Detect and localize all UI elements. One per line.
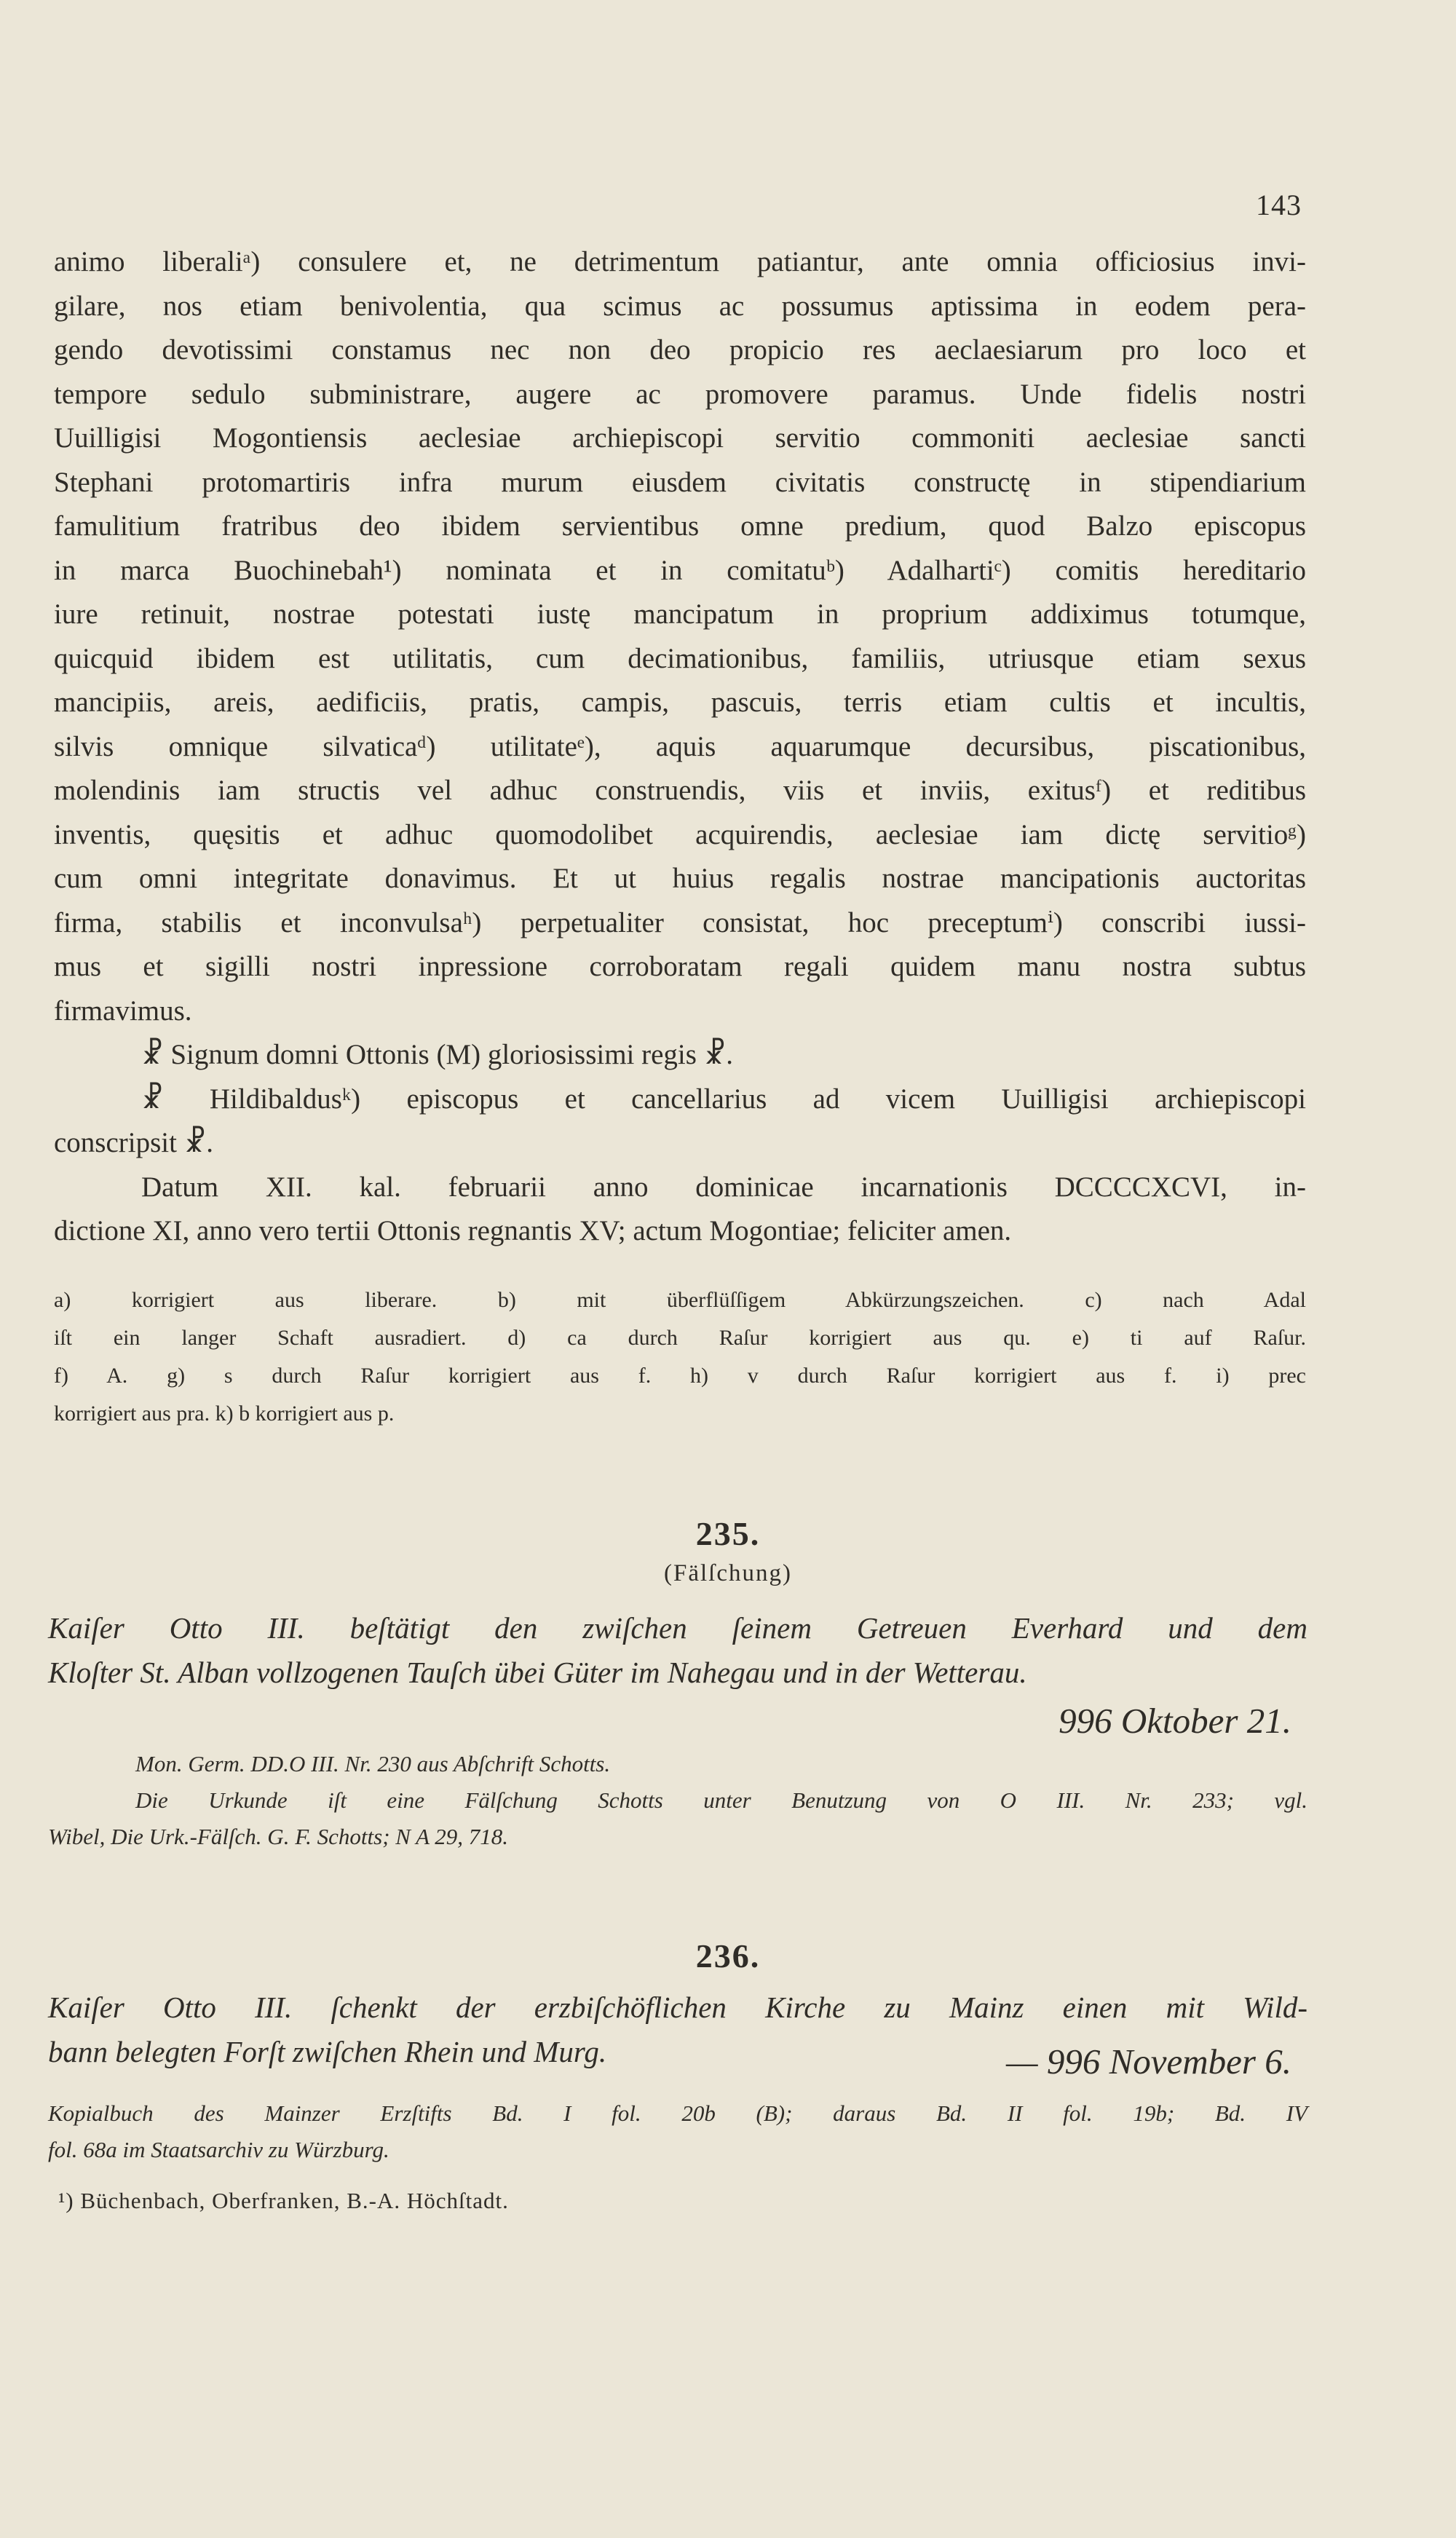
source-line: Wibel, Die Urk.-Fälſch. G. F. Schotts; N A 29, 718. (48, 1824, 509, 1849)
regest-line: Kaiſer Otto III. beſtätigt den zwiſchen ſeinem Getreuen Everhard und dem (48, 1611, 1307, 1645)
source-note-236 (48, 2095, 1307, 2168)
footnote-1: ¹) Büchenbach, Oberfranken, B.-A. Höchſtadt. (58, 2188, 509, 2213)
source-note-235 (48, 1746, 1307, 1855)
recognition-line: conscripsit ☧. (54, 1127, 214, 1158)
source-line: Kopialbuch des Mainzer Erzſtifts Bd. I fol. 20b (B); daraus Bd. II fol. 19b; Bd. IV (48, 2100, 1307, 2126)
document-number-235: 235. (695, 1515, 761, 1552)
source-line: Die Urkunde iſt eine Fälſchung Schotts unter Benutzung von O III. Nr. 233; vgl. (135, 1787, 1307, 1813)
charter-line: cum omni integritate donavimus. Et ut huius regalis nostrae mancipationis auctoritas (54, 863, 1306, 894)
regest-line: bann belegten Forſt zwiſchen Rhein und Murg. (48, 2035, 607, 2068)
charter-text (54, 240, 1306, 1254)
charter-line: in marca Buochinebah¹) nominata et in comitatuᵇ) Adalhartiᶜ) comitis hereditario (54, 554, 1306, 586)
charter-line: mancipiis, areis, aedificiis, pratis, campis, pascuis, terris etiam cultis et incultis, (54, 687, 1306, 718)
document-number-236: 236. (695, 1937, 761, 1974)
charter-line: quicquid ibidem est utilitatis, cum decimationibus, familiis, utriusque etiam sexus (54, 642, 1306, 674)
charter-line: firmavimus. (54, 995, 192, 1027)
recognition-line: ☧ Hildibaldusᵏ) episcopus et cancellarius ad vicem Uuilligisi archiepiscopi (141, 1083, 1306, 1115)
charter-line: silvis omnique silvaticaᵈ) utilitateᵉ), aquis aquarumque decursibus, piscationibus, (54, 730, 1306, 762)
apparatus-line: iſt ein langer Schaft ausradiert. d) ca durch Raſur korrigiert aus qu. e) ti auf Raſur. (54, 1326, 1306, 1350)
forgery-label: (Fälſchung) (664, 1560, 792, 1586)
date-235: 996 Oktober 21. (1059, 1701, 1291, 1741)
charter-line: gilare, nos etiam benivolentia, qua scimus ac possumus aptissima in eodem pera- (54, 290, 1306, 322)
apparatus-line: f) A. g) s durch Raſur korrigiert aus f. h) v durch Raſur korrigiert aus f. i) prec (54, 1364, 1306, 1388)
charter-line: animo liberaliᵃ) consulere et, ne detrimentum patiantur, ante omnia officiosius invi- (54, 246, 1306, 277)
dating-line: dictione XI, anno vero tertii Ottonis regnantis XV; actum Mogontiae; feliciter amen. (54, 1215, 1012, 1246)
charter-line: gendo devotissimi constamus nec non deo propicio res aeclaesiarum pro loco et (54, 334, 1306, 365)
regest-line: Kaiſer Otto III. ſchenkt der erzbiſchöflichen Kirche zu Mainz einen mit Wild- (48, 1991, 1307, 2024)
critical-apparatus (54, 1281, 1306, 1433)
charter-line: firma, stabilis et inconvulsaʰ) perpetualiter consistat, hoc preceptumⁱ) conscribi iussi- (54, 906, 1306, 938)
charter-line: Stephani protomartiris infra murum eiusdem civitatis constructę in stipendiarium (54, 466, 1306, 498)
date-236: — 996 November 6. (1006, 2041, 1291, 2082)
charter-line: molendinis iam structis vel adhuc construendis, viis et inviis, exitusᶠ) et reditibus (54, 775, 1306, 806)
source-line: Mon. Germ. DD.O III. Nr. 230 aus Abſchrift Schotts. (135, 1751, 611, 1776)
signum-line: ☧ Signum domni Ottonis (M) gloriosissimi regis ☧. (141, 1039, 734, 1070)
charter-line: mus et sigilli nostri inpressione corroboratam regali quidem manu nostra subtus (54, 951, 1306, 982)
apparatus-line: a) korrigiert aus liberare. b) mit überflüſſigem Abkürzungszeichen. c) nach Adal (54, 1288, 1306, 1312)
source-line: fol. 68a im Staatsarchiv zu Würzburg. (48, 2137, 389, 2162)
charter-line: tempore sedulo subministrare, augere ac promovere paramus. Unde fidelis nostri (54, 378, 1306, 410)
charter-line: famulitium fratribus deo ibidem servientibus omne predium, quod Balzo episcopus (54, 510, 1306, 542)
regest-line: Kloſter St. Alban vollzogenen Tauſch übei Güter im Nahegau und in der Wetterau. (48, 1656, 1027, 1689)
regest-235 (48, 1606, 1307, 1695)
dating-line: Datum XII. kal. februarii anno dominicae incarnationis DCCCCXCVI, in- (141, 1171, 1306, 1203)
charter-line: inventis, quęsitis et adhuc quomodolibet acquirendis, aeclesiae iam dictę servitioᵍ) (54, 818, 1306, 850)
charter-line: Uuilligisi Mogontiensis aeclesiae archiepiscopi servitio commoniti aeclesiae sancti (54, 422, 1306, 454)
apparatus-line: korrigiert aus pra. k) b korrigiert aus p. (54, 1402, 395, 1426)
page-number: 143 (1256, 189, 1302, 221)
charter-line: iure retinuit, nostrae potestati iustę mancipatum in proprium addiximus totumque, (54, 598, 1306, 630)
